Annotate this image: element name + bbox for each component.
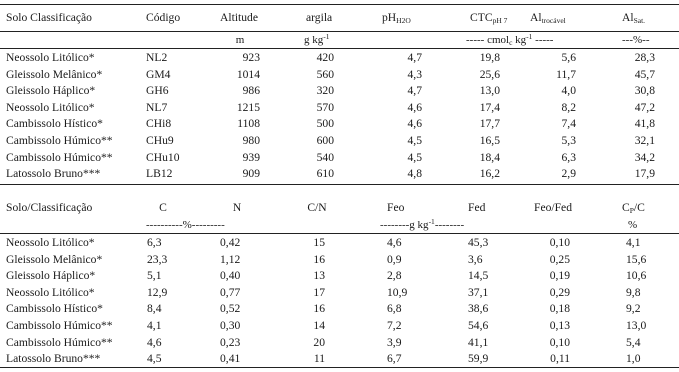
- table-row: [0, 268, 679, 284]
- cell-feo: 6,7: [387, 352, 402, 366]
- cell-argila: 540: [316, 150, 334, 164]
- cell-n: 0,23: [220, 335, 241, 349]
- cell-fed: 41,1: [468, 335, 489, 349]
- table1-units-rule: [0, 48, 679, 49]
- cell-n: 0,77: [220, 285, 241, 299]
- cell-al-sat: 47,2: [634, 100, 655, 114]
- cell-cp-c: 9,8: [626, 285, 641, 299]
- cell-feo: 10,9: [387, 285, 408, 299]
- cell-solo: Gleissolo Melânico*: [6, 252, 103, 266]
- cell-cn: 16: [313, 302, 325, 316]
- table-row: [0, 318, 679, 334]
- cell-solo: Neossolo Litólico*: [6, 236, 95, 249]
- cell-al: 11,7: [556, 67, 576, 81]
- cell-cp-c: 1,0: [626, 352, 641, 366]
- header-solo-classificacao-2: Solo/Classificação: [6, 201, 93, 214]
- table-row: [0, 133, 679, 149]
- cell-altitude: 1215: [236, 100, 260, 114]
- unit-altitude: m: [235, 34, 245, 46]
- table-row: [0, 100, 679, 116]
- table2-units-row: [0, 217, 679, 233]
- cell-feo-fed: 0,10: [549, 236, 570, 249]
- cell-codigo: CHu9: [146, 134, 174, 147]
- table-row: [0, 50, 679, 66]
- table-row: [0, 166, 679, 182]
- cell-ph: 4,3: [407, 67, 422, 81]
- cell-ph: 4,5: [407, 134, 422, 147]
- cell-al-sat: 45,7: [634, 67, 655, 81]
- cell-solo: Cambissolo Húmico**: [6, 134, 113, 147]
- cell-fed: 37,1: [468, 285, 489, 299]
- table2-bottom-rule: [0, 367, 679, 368]
- cell-solo: Cambissolo Húmico**: [6, 150, 113, 164]
- cell-al-sat: 34,2: [634, 150, 655, 164]
- cell-feo: 2,8: [387, 269, 402, 283]
- cell-n: 0,42: [220, 236, 241, 249]
- cell-ph: 4,6: [407, 100, 422, 114]
- cell-fed: 38,6: [468, 302, 489, 316]
- cell-al: 7,4: [561, 117, 576, 131]
- cell-solo: Gleissolo Melânico*: [6, 67, 103, 81]
- cell-feo: 0,9: [387, 252, 402, 266]
- cell-feo-fed: 0,19: [549, 269, 570, 283]
- cell-cp-c: 13,0: [626, 319, 647, 332]
- cell-cn: 13: [313, 269, 325, 283]
- cell-cn: 15: [313, 236, 325, 249]
- cell-feo-fed: 0,10: [549, 335, 570, 349]
- cell-al: 2,9: [561, 167, 576, 181]
- cell-altitude: 909: [242, 167, 260, 181]
- unit-cmol: ----- cmol$_c$ $kg^{-1}$ -----: [466, 32, 554, 47]
- cell-al-sat: 32,1: [634, 134, 655, 147]
- cell-codigo: GH6: [146, 84, 169, 98]
- table1-header-row: [0, 10, 679, 26]
- header-feo-fed: Feo/Fed: [534, 201, 573, 214]
- cell-cp-c: 10,6: [626, 269, 647, 283]
- cell-feo: 3,9: [387, 335, 402, 349]
- header-ctc: $CTC_{pH 7}$: [470, 11, 508, 25]
- cell-feo-fed: 0,13: [549, 319, 570, 332]
- table1-bottom-rule: [0, 184, 679, 185]
- table-row: [0, 301, 679, 317]
- cell-al-sat: 41,8: [634, 117, 655, 131]
- cell-solo: Latossolo Bruno***: [6, 167, 101, 181]
- unit-gkg: --------g $kg^{-1}--------$: [380, 217, 465, 231]
- cell-solo: Gleissolo Háplico*: [6, 269, 96, 283]
- cell-ctc: 18,4: [479, 150, 500, 164]
- cell-al-sat: 17,9: [634, 167, 655, 181]
- cell-ctc: 13,0: [479, 84, 500, 98]
- cell-n: 0,30: [220, 319, 241, 332]
- cell-al: 4,0: [561, 84, 576, 98]
- cell-cn: 14: [313, 319, 325, 332]
- cell-solo: Cambissolo Húmico**: [6, 319, 113, 332]
- cell-n: 0,40: [220, 269, 241, 283]
- cell-codigo: LB12: [146, 167, 173, 181]
- cell-codigo: NL7: [146, 100, 168, 114]
- table2-header-row: [0, 200, 679, 216]
- cell-fed: 3,6: [468, 252, 483, 266]
- cell-al: 5,6: [561, 51, 576, 64]
- cell-al: 5,3: [561, 134, 576, 147]
- cell-c: 23,3: [147, 252, 168, 266]
- cell-argila: 560: [316, 67, 334, 81]
- cell-feo-fed: 0,25: [549, 252, 570, 266]
- header-c: C: [159, 201, 167, 214]
- cell-fed: 54,6: [468, 319, 489, 332]
- cell-feo: 7,2: [387, 319, 402, 332]
- cell-argila: 420: [316, 51, 334, 64]
- cell-argila: 600: [316, 134, 334, 147]
- cell-c: 12,9: [147, 285, 168, 299]
- cell-cn: 17: [313, 285, 325, 299]
- cell-codigo: CHi8: [146, 117, 172, 131]
- header-al-sat: $Al_{Sat.}$: [622, 11, 646, 25]
- cell-ph: 4,5: [407, 150, 422, 164]
- unit-percent-cn: ----------%---------: [146, 219, 225, 231]
- cell-al-sat: 28,3: [634, 51, 655, 64]
- cell-argila: 320: [316, 84, 334, 98]
- table-row: [0, 351, 679, 367]
- table1-top-rule: [0, 4, 679, 5]
- header-feo: Feo: [387, 201, 405, 214]
- cell-ctc: 19,8: [479, 51, 500, 64]
- cell-cn: 11: [313, 352, 325, 366]
- header-fed: Fed: [468, 201, 486, 214]
- cell-n: 0,52: [220, 302, 241, 316]
- cell-ph: 4,7: [407, 51, 422, 64]
- unit-percent-2: %: [628, 219, 638, 231]
- cell-fed: 59,9: [468, 352, 489, 366]
- cell-ctc: 16,5: [479, 134, 500, 147]
- cell-ph: 4,8: [407, 167, 422, 181]
- cell-argila: 610: [316, 167, 334, 181]
- cell-altitude: 1108: [237, 117, 260, 131]
- table-row: [0, 285, 679, 301]
- cell-c: 4,1: [147, 319, 162, 332]
- cell-feo: 6,8: [387, 302, 402, 316]
- table-row: [0, 150, 679, 166]
- cell-feo-fed: 0,29: [549, 285, 570, 299]
- table1-units-row: [0, 32, 679, 48]
- cell-solo: Cambissolo Húmico**: [6, 335, 113, 349]
- header-argila: argila: [306, 11, 333, 24]
- header-al-trocavel: $Al_{trocável}$: [530, 11, 566, 25]
- cell-solo: Latossolo Bruno***: [6, 352, 101, 366]
- table-row: [0, 335, 679, 351]
- cell-ctc: 17,4: [479, 100, 500, 114]
- cell-al: 8,2: [561, 100, 576, 114]
- cell-ctc: 25,6: [479, 67, 500, 81]
- table-row: [0, 252, 679, 268]
- unit-percent: ---%--: [622, 34, 650, 46]
- cell-c: 8,4: [147, 302, 162, 316]
- cell-c: 4,5: [147, 352, 162, 366]
- table-row: [0, 116, 679, 132]
- cell-feo: 4,6: [387, 236, 402, 249]
- unit-argila: g $kg^{-1}$: [304, 32, 330, 46]
- cell-ctc: 16,2: [479, 167, 500, 181]
- cell-argila: 500: [316, 117, 334, 131]
- cell-feo-fed: 0,11: [550, 352, 570, 366]
- header-ph: $pH_{H2O}$: [382, 11, 411, 25]
- cell-cn: 20: [313, 335, 325, 349]
- table-row: [0, 83, 679, 99]
- cell-altitude: 986: [242, 84, 260, 98]
- cell-solo: Neossolo Litólico*: [6, 285, 95, 299]
- cell-solo: Neossolo Litólico*: [6, 51, 95, 64]
- cell-codigo: CHu10: [146, 150, 180, 164]
- cell-cp-c: 9,2: [626, 302, 641, 316]
- cell-solo: Cambissolo Hístico*: [6, 302, 103, 316]
- cell-cn: 16: [313, 252, 325, 266]
- header-n: N: [232, 201, 242, 214]
- table2-units-rule: [0, 233, 679, 234]
- cell-ph: 4,7: [407, 84, 422, 98]
- cell-codigo: GM4: [146, 67, 171, 81]
- cell-al-sat: 30,8: [634, 84, 655, 98]
- cell-c: 5,1: [147, 269, 162, 283]
- cell-cp-c: 15,6: [626, 252, 647, 266]
- header-cp-c: $C_P/C$: [622, 201, 645, 215]
- cell-c: 4,6: [147, 335, 162, 349]
- cell-ph: 4,6: [407, 117, 422, 131]
- cell-cp-c: 5,4: [626, 335, 641, 349]
- header-solo-classificacao: Solo Classificação: [6, 11, 92, 24]
- cell-feo-fed: 0,18: [549, 302, 570, 316]
- cell-solo: Cambissolo Hístico*: [6, 117, 103, 131]
- cell-argila: 570: [316, 100, 334, 114]
- cell-n: 1,12: [220, 252, 241, 266]
- cell-c: 6,3: [147, 236, 162, 249]
- cell-altitude: 939: [242, 150, 260, 164]
- cell-cp-c: 4,1: [626, 236, 641, 249]
- cell-altitude: 923: [242, 51, 260, 64]
- cell-fed: 14,5: [468, 269, 489, 283]
- header-cn: C/N: [307, 201, 327, 214]
- cell-codigo: NL2: [146, 51, 168, 64]
- cell-altitude: 1014: [236, 67, 260, 81]
- cell-solo: Gleissolo Háplico*: [6, 84, 96, 98]
- header-codigo: Código: [146, 11, 181, 24]
- cell-solo: Neossolo Litólico*: [6, 100, 95, 114]
- cell-altitude: 980: [242, 134, 260, 147]
- cell-ctc: 17,7: [479, 117, 500, 131]
- header-altitude: Altitude: [220, 11, 258, 24]
- cell-fed: 45,3: [468, 236, 489, 249]
- table-row: [0, 67, 679, 83]
- cell-n: 0,41: [220, 352, 241, 366]
- table-row: [0, 235, 679, 251]
- cell-al: 6,3: [561, 150, 576, 164]
